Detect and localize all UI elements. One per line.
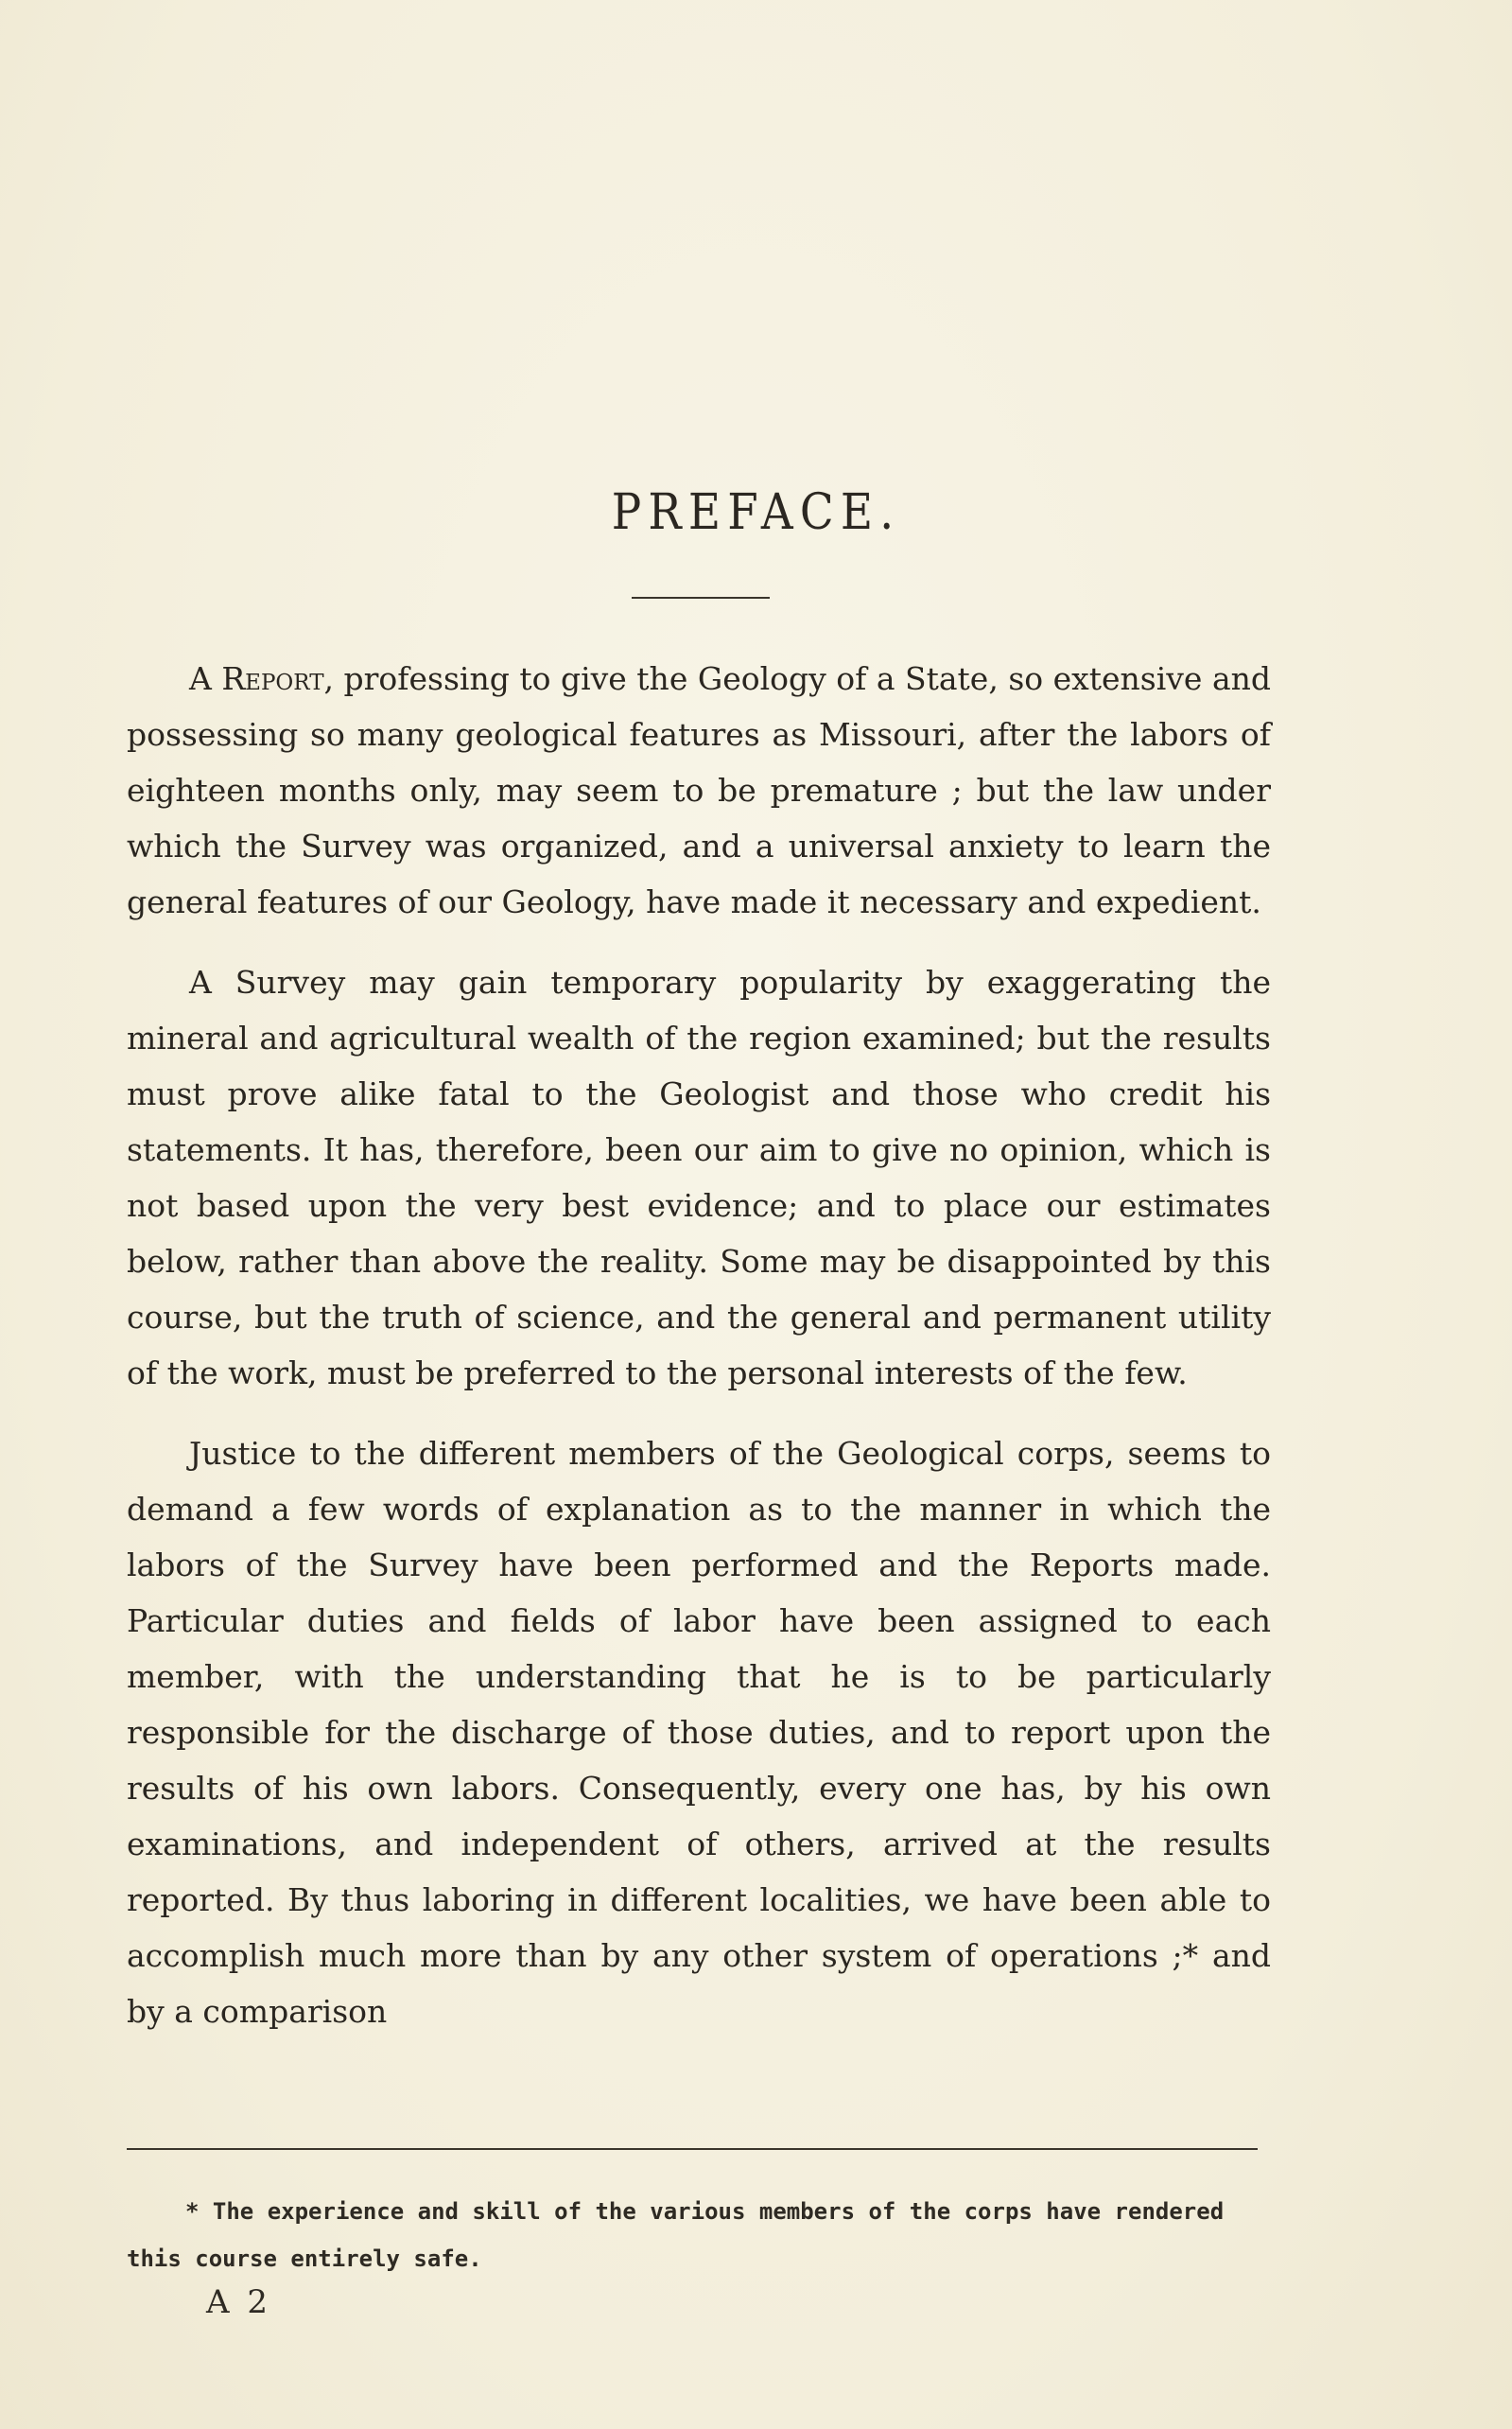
paragraph-1-text: professing to give the Geology of a State, so extensive and possessing so many geological features as Missouri, after the labors of eighteen months only, may seem to be premature ; but the law under which the Survey was organized, and a universal anxiety to learn the general features of our Geology, have made it necessary and expedient. <box>127 660 1271 920</box>
paragraph-2: A Survey may gain temporary popularity by exaggerating the mineral and agricultural wealth of the region examined; but the results must prove alike fatal to the Geologist and those who credit his statements. It has, therefore, been our aim to give no opinion, which is not based upon the very best evidence; and to place our estimates below, rather than above the reality. Some may be disappointed by this course, but the truth of science, and the general and permanent utility of the work, must be preferred to the personal interests of the few. <box>127 964 1271 1391</box>
title-divider <box>632 597 770 599</box>
paragraph-3: Justice to the different members of the Geological corps, seems to demand a few words of explanation as to the manner in which the labors of the Survey have been performed and the Reports made. Particular duties and fields of labor have been assigned to each member, with the understanding that he is to be particularly responsible for the discharge of those duties, and to report upon the results of his own labors. Consequently, every one has, by his own examinations, and independent of others, arrived at the results reported. By thus laboring in different localities, we have been able to accomplish much more than by any other system of operations ;* and by a comparison <box>127 1435 1271 2030</box>
signature-mark: A 2 <box>206 2283 271 2321</box>
body-text <box>127 651 1271 2064</box>
footnote-divider <box>127 2148 1258 2150</box>
page-title: PREFACE. <box>611 484 901 541</box>
paragraph-1-lead: A Report, <box>189 660 335 697</box>
footnote: * The experience and skill of the various members of the corps have rendered this course entirely safe. <box>127 2198 1225 2272</box>
paragraph-1 <box>127 651 1271 930</box>
